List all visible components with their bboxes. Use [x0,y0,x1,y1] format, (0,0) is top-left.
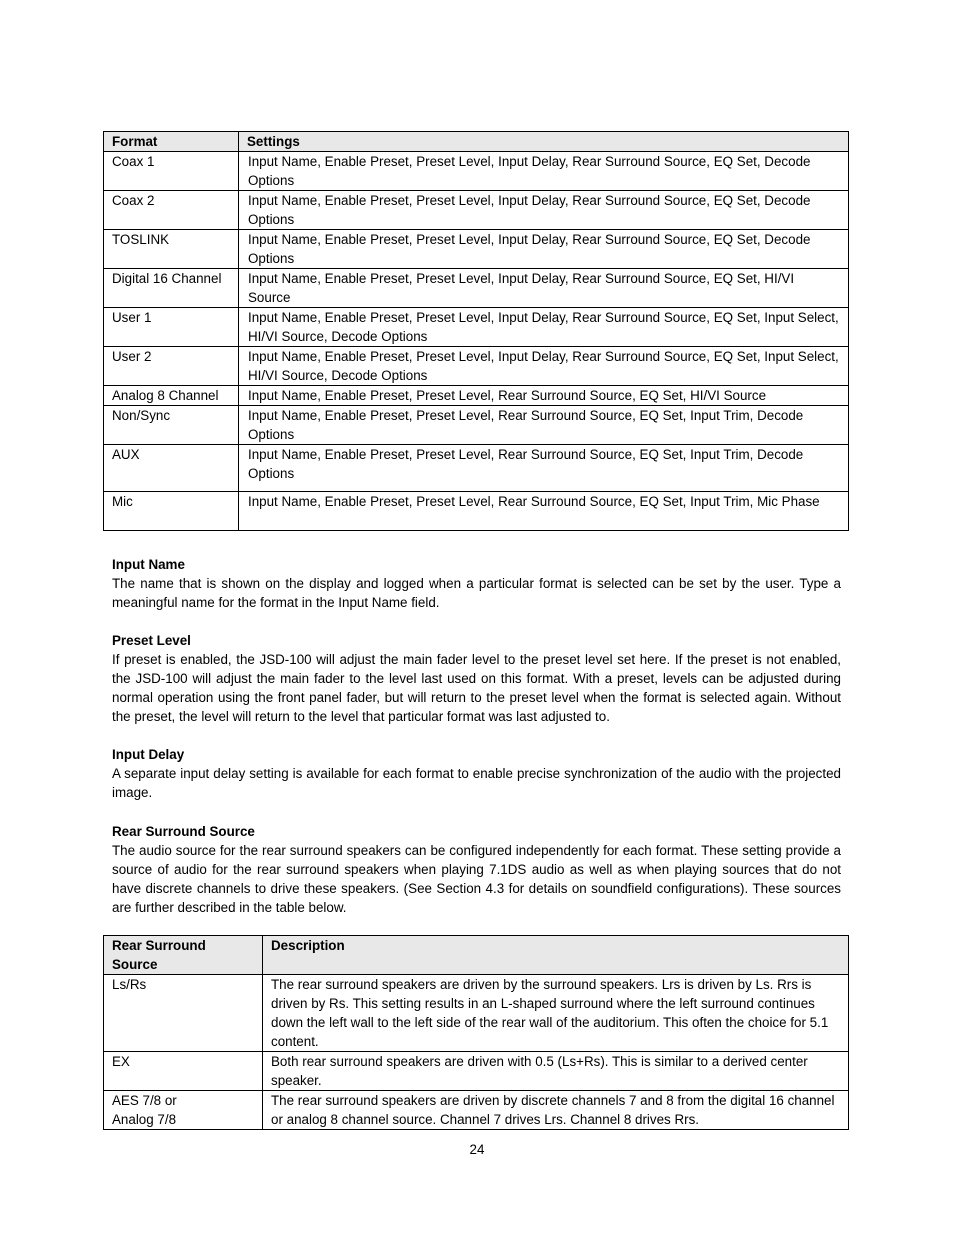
settings-cell: Input Name, Enable Preset, Preset Level, Input Delay, Rear Surround Source, EQ Set, Input Select, HI/VI Source, Decode Options [239,347,849,386]
column-header-format: Format [104,132,239,152]
settings-cell: Input Name, Enable Preset, Preset Level, Rear Surround Source, EQ Set, Input Trim, Decode Options [239,445,849,492]
format-cell: User 2 [104,347,239,386]
section-heading: Input Delay [112,747,185,762]
description-cell: The rear surround speakers are driven by discrete channels 7 and 8 from the digital 16 channel or analog 8 channel source. Channel 7 drives Lrs. Channel 8 drives Rrs. [263,1091,849,1130]
settings-cell: Input Name, Enable Preset, Preset Level, Rear Surround Source, EQ Set, HI/VI Source [239,386,849,406]
settings-cell: Input Name, Enable Preset, Preset Level, Input Delay, Rear Surround Source, EQ Set, Input Select, HI/VI Source, Decode Options [239,308,849,347]
table-row [104,445,849,492]
section-body: The name that is shown on the display and logged when a particular format is selected can be set by the user. Type a meaningful name for the format in the Input Name field. [112,576,841,610]
table-row [104,152,849,191]
table-row [104,1052,849,1091]
table-header-row [104,132,849,152]
format-cell: Non/Sync [104,406,239,445]
column-header-description: Description [263,936,849,975]
settings-cell: Input Name, Enable Preset, Preset Level, Rear Surround Source, EQ Set, Input Trim, Mic Phase [239,492,849,531]
section-rear-surround-source [112,822,841,917]
format-cell: Coax 1 [104,152,239,191]
table-row [104,347,849,386]
section-input-name [112,555,841,612]
section-heading: Rear Surround Source [112,824,255,839]
format-settings-table [103,131,849,531]
table-header-row [104,936,849,975]
settings-cell: Input Name, Enable Preset, Preset Level, Input Delay, Rear Surround Source, EQ Set, Decode Options [239,191,849,230]
format-cell: User 1 [104,308,239,347]
source-cell [104,975,263,1052]
source-line: Analog 7/8 [112,1112,177,1127]
table-row [104,308,849,347]
source-line: AES 7/8 or [112,1093,177,1108]
section-body: The audio source for the rear surround speakers can be configured independently for each format. These setting provide a source of audio for the rear surround speakers when playing 7.1DS audio as well as when playing sources that do not have discrete channels to drive these speakers. (See Section 4.3 for details on soundfield configurations). These sources are further described in the table below. [112,843,841,915]
column-header-source: Rear Surround Source [104,936,263,975]
table-row [104,269,849,308]
column-header-settings: Settings [239,132,849,152]
section-preset-level [112,631,841,726]
description-cell: Both rear surround speakers are driven with 0.5 (Ls+Rs). This is similar to a derived center speaker. [263,1052,849,1091]
format-cell: Digital 16 Channel [104,269,239,308]
table-row [104,1091,849,1130]
format-cell: Analog 8 Channel [104,386,239,406]
section-body: A separate input delay setting is available for each format to enable precise synchronization of the audio with the projected image. [112,766,841,800]
section-body: If preset is enabled, the JSD-100 will adjust the main fader level to the preset level set here. If the preset is not enabled, the JSD-100 will adjust the main fader to the level last used on this format. With a preset, levels can be adjusted during normal operation using the front panel fader, but will return to the preset level when the format is selected again. Without the preset, the level will return to the level that particular format was last adjusted to. [112,652,841,724]
table-row [104,406,849,445]
settings-cell: Input Name, Enable Preset, Preset Level, Input Delay, Rear Surround Source, EQ Set, HI/VI Source [239,269,849,308]
table-row [104,975,849,1052]
format-cell: AUX [104,445,239,492]
section-input-delay [112,745,841,802]
settings-cell: Input Name, Enable Preset, Preset Level, Input Delay, Rear Surround Source, EQ Set, Decode Options [239,152,849,191]
section-heading: Preset Level [112,633,191,648]
description-cell: The rear surround speakers are driven by the surround speakers. Lrs is driven by Ls. Rrs is driven by Rs. This setting results in an L-shaped surround where the left surround continues down the left wall to the left side of the rear wall of the auditorium. This often the choice for 5.1 content. [263,975,849,1052]
page-number: 24 [469,1142,485,1157]
format-cell: Coax 2 [104,191,239,230]
source-cell [104,1091,263,1130]
rear-surround-source-table [103,935,849,1130]
section-heading: Input Name [112,557,185,572]
table-row [104,492,849,531]
settings-cell: Input Name, Enable Preset, Preset Level, Input Delay, Rear Surround Source, EQ Set, Decode Options [239,230,849,269]
source-line: EX [112,1054,130,1069]
source-line: Ls/Rs [112,977,147,992]
source-cell [104,1052,263,1091]
table-row [104,191,849,230]
format-cell: TOSLINK [104,230,239,269]
settings-cell: Input Name, Enable Preset, Preset Level, Rear Surround Source, EQ Set, Input Trim, Decode Options [239,406,849,445]
format-cell: Mic [104,492,239,531]
table-row [104,230,849,269]
table-row [104,386,849,406]
